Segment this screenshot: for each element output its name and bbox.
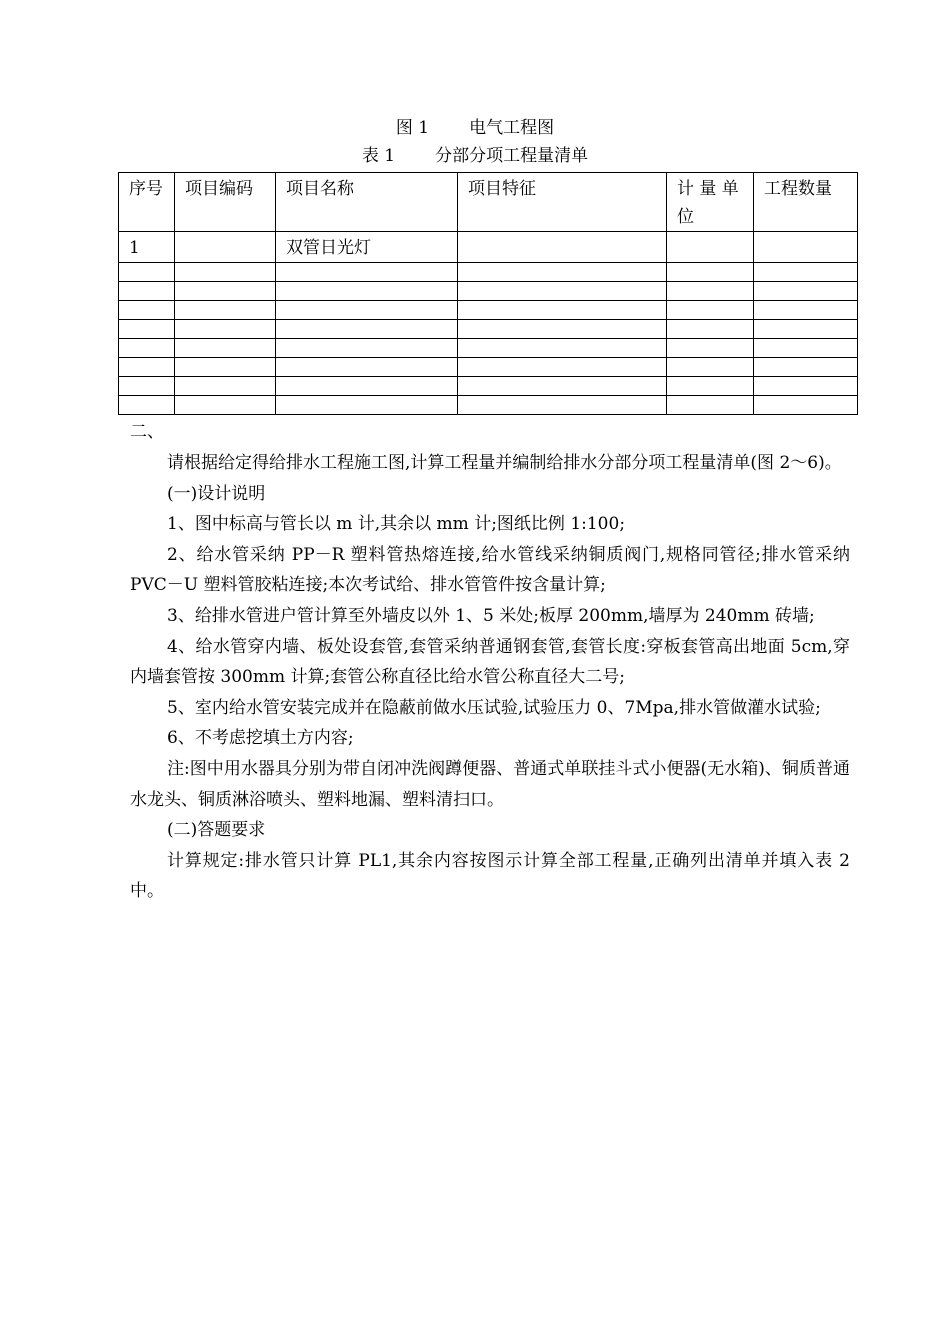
table-cell [458, 320, 667, 339]
paragraph: 4、给水管穿内墙、板处设套管,套管采纳普通钢套管,套管长度:穿板套管高出地面 5cm,穿内墙套管按 300mm 计算;套管公称直径比给水管公称直径大二号; [130, 636, 850, 688]
table-cell [276, 377, 458, 396]
table-cell [458, 377, 667, 396]
table-cell [276, 339, 458, 358]
table-cell [754, 301, 858, 320]
bill-of-quantities-table [118, 172, 858, 415]
table-cell [119, 339, 175, 358]
table-cell [754, 263, 858, 282]
section-two-body [130, 448, 850, 907]
section-two-heading: 二、 [130, 422, 164, 442]
table-row [119, 282, 858, 301]
paragraph: 注:图中用水器具分别为带自闭冲洗阀蹲便器、普通式单联挂斗式小便器(无水箱)、铜质普通水龙头、铜质淋浴喷头、塑料地漏、塑料清扫口。 [130, 758, 850, 810]
table-caption-title: 分部分项工程量清单 [435, 146, 589, 166]
header-cell-index: 序号 [119, 173, 175, 232]
table-cell [175, 339, 276, 358]
table-cell [175, 377, 276, 396]
table-cell [175, 320, 276, 339]
table-cell [458, 263, 667, 282]
table-row [119, 339, 858, 358]
table-cell [276, 320, 458, 339]
paragraph: 6、不考虑挖填土方内容; [167, 728, 354, 749]
table-cell [175, 232, 276, 263]
table-row [119, 232, 858, 263]
table-cell [754, 232, 858, 263]
figure-caption-title: 电气工程图 [469, 118, 555, 138]
table-cell [458, 396, 667, 415]
table-cell [458, 339, 667, 358]
table-cell [458, 232, 667, 263]
paragraph: 1、图中标高与管长以 m 计,其余以 mm 计;图纸比例 1:100; [167, 514, 626, 535]
paragraph: 3、给排水管进户管计算至外墙皮以外 1、5 米处;板厚 200mm,墙厚为 240mm 砖墙; [167, 605, 815, 626]
table-cell [119, 358, 175, 377]
table-row [119, 396, 858, 415]
table-cell [667, 263, 754, 282]
table-cell [175, 396, 276, 415]
table-cell [754, 339, 858, 358]
table-row [119, 301, 858, 320]
header-cell-features: 项目特征 [458, 173, 667, 232]
table-cell: 1 [119, 232, 175, 263]
table-cell [175, 358, 276, 377]
table-row [119, 263, 858, 282]
table-cell [175, 263, 276, 282]
table-cell [276, 263, 458, 282]
table-cell [119, 263, 175, 282]
table-cell [667, 339, 754, 358]
table-cell [276, 282, 458, 301]
paragraph: 请根据给定得给排水工程施工图,计算工程量并编制给排水分部分项工程量清单(图 2～6)。 [167, 453, 842, 473]
header-cell-unit: 计 量 单位 [667, 173, 754, 232]
table-header-row [119, 173, 858, 232]
table-cell [175, 301, 276, 320]
header-cell-code: 项目编码 [175, 173, 276, 232]
table-cell [119, 320, 175, 339]
table-cell [667, 358, 754, 377]
figure-caption-label: 图 1 [395, 118, 430, 138]
paragraph: 计算规定:排水管只计算 PL1,其余内容按图示计算全部工程量,正确列出清单并填入表 2 中。 [130, 850, 850, 902]
table-row [119, 377, 858, 396]
table-cell [667, 377, 754, 396]
figure-caption [0, 116, 950, 140]
table-cell [175, 282, 276, 301]
table-cell [276, 301, 458, 320]
table-cell [119, 282, 175, 301]
paragraph: 2、给水管采纳 PP－R 塑料管热熔连接,给水管线采纳铜质阀门,规格同管径;排水管采纳 PVC－U 塑料管胶粘连接;本次考试给、排水管管件按含量计算; [130, 544, 850, 596]
table-cell [458, 282, 667, 301]
table-cell [754, 320, 858, 339]
table-cell [754, 282, 858, 301]
table-cell [667, 282, 754, 301]
table-cell [667, 396, 754, 415]
table-cell [667, 232, 754, 263]
table-caption [0, 144, 950, 168]
table-cell: 双管日光灯 [276, 232, 458, 263]
table-cell [667, 301, 754, 320]
paragraph: (一)设计说明 [167, 483, 266, 504]
header-cell-quantity: 工程数量 [754, 173, 858, 232]
table-cell [119, 301, 175, 320]
table-cell [458, 358, 667, 377]
table-caption-label: 表 1 [361, 146, 396, 166]
table-cell [458, 301, 667, 320]
table-cell [119, 377, 175, 396]
table-cell [276, 396, 458, 415]
table-cell [754, 377, 858, 396]
table-cell [119, 396, 175, 415]
paragraph: (二)答题要求 [167, 820, 266, 841]
table-cell [754, 358, 858, 377]
table-cell [754, 396, 858, 415]
table-cell [276, 358, 458, 377]
table-row [119, 358, 858, 377]
table-row [119, 320, 858, 339]
header-cell-name: 项目名称 [276, 173, 458, 232]
table-cell [667, 320, 754, 339]
paragraph: 5、室内给水管安装完成并在隐蔽前做水压试验,试验压力 0、7Mpa,排水管做灌水试验; [167, 697, 821, 718]
